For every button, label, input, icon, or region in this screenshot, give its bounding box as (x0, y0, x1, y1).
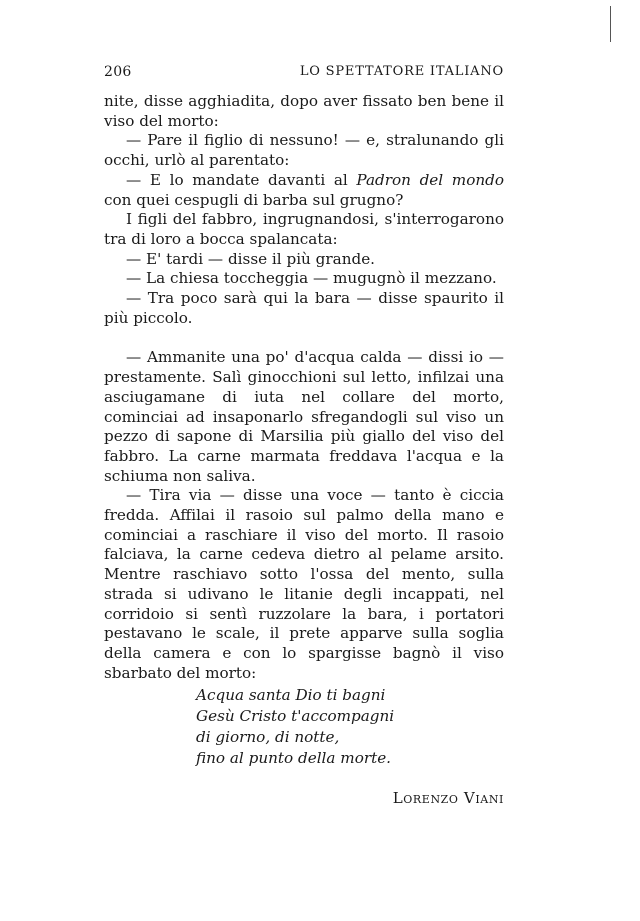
poem-line-1: Acqua santa Dio ti bagni (196, 686, 386, 704)
paragraph-3-after: con quei cespugli di barba sul grugno? (104, 190, 404, 209)
poem (196, 685, 394, 769)
paragraph-2: — Pare il figlio di nessuno! — e, stralunando gli occhi, urlò al parentato: (104, 131, 504, 170)
paragraph-8: — Ammanite una po' d'acqua calda — dissi io — prestamente. Salì ginocchioni sul letto, infilzai una asciugamane di iuta nel collare del morto, cominciai ad insaponarlo sfregandogli sul viso un pezzo di sapone di Marsilia più giallo del viso del fabbro. La carne marmata freddava l'acqua e la schiuma non saliva. (104, 348, 504, 485)
paragraph-5: — E' tardi — disse il più grande. (126, 249, 376, 268)
running-title: LO SPETTATORE ITALIANO (299, 64, 504, 79)
paragraph-3-italic: Padron del mondo (356, 170, 504, 189)
paragraph-4: I figli del fabbro, ingrugnandosi, s'interrogarono tra di loro a bocca spalancata: (104, 210, 504, 248)
paragraph-1: nite, disse agghiadita, dopo aver fissato ben bene il viso del morto: (104, 92, 504, 130)
paragraph-7: — Tra poco sarà qui la bara — disse spaurito il più piccolo. (104, 289, 504, 327)
page-number: 206 (104, 64, 132, 80)
poem-line-4: fino al punto della morte. (196, 749, 392, 767)
poem-line-2: Gesù Cristo t'accompagni (196, 707, 395, 725)
body-text (104, 92, 504, 683)
scan-edge-mark (610, 6, 611, 42)
paragraph-9: — Tira via — disse una voce — tanto è ciccia fredda. Affilai il rasoio sul palmo della mano e cominciai a raschiare il viso del morto. Il rasoio falciava, la carne cedeva dietro al pelame arsito. Mentre raschiavo sotto l'ossa del mento, sulla strada si udivano le litanie degli incappati, nel corridoio si sentì ruzzolare la bara, i portatori pestavano le scale, il prete apparve sulla soglia della camera e con lo spargisse bagnò il viso sbarbato del morto: (104, 486, 504, 682)
author-signature: Lorenzo Viani (392, 789, 504, 807)
poem-line-3: di giorno, di notte, (196, 728, 340, 746)
paragraph-6: — La chiesa toccheggia — mugugnò il mezzano. (126, 269, 497, 288)
paragraph-3-before: — E lo mandate davanti al (126, 170, 357, 189)
paragraph-3 (104, 171, 504, 210)
